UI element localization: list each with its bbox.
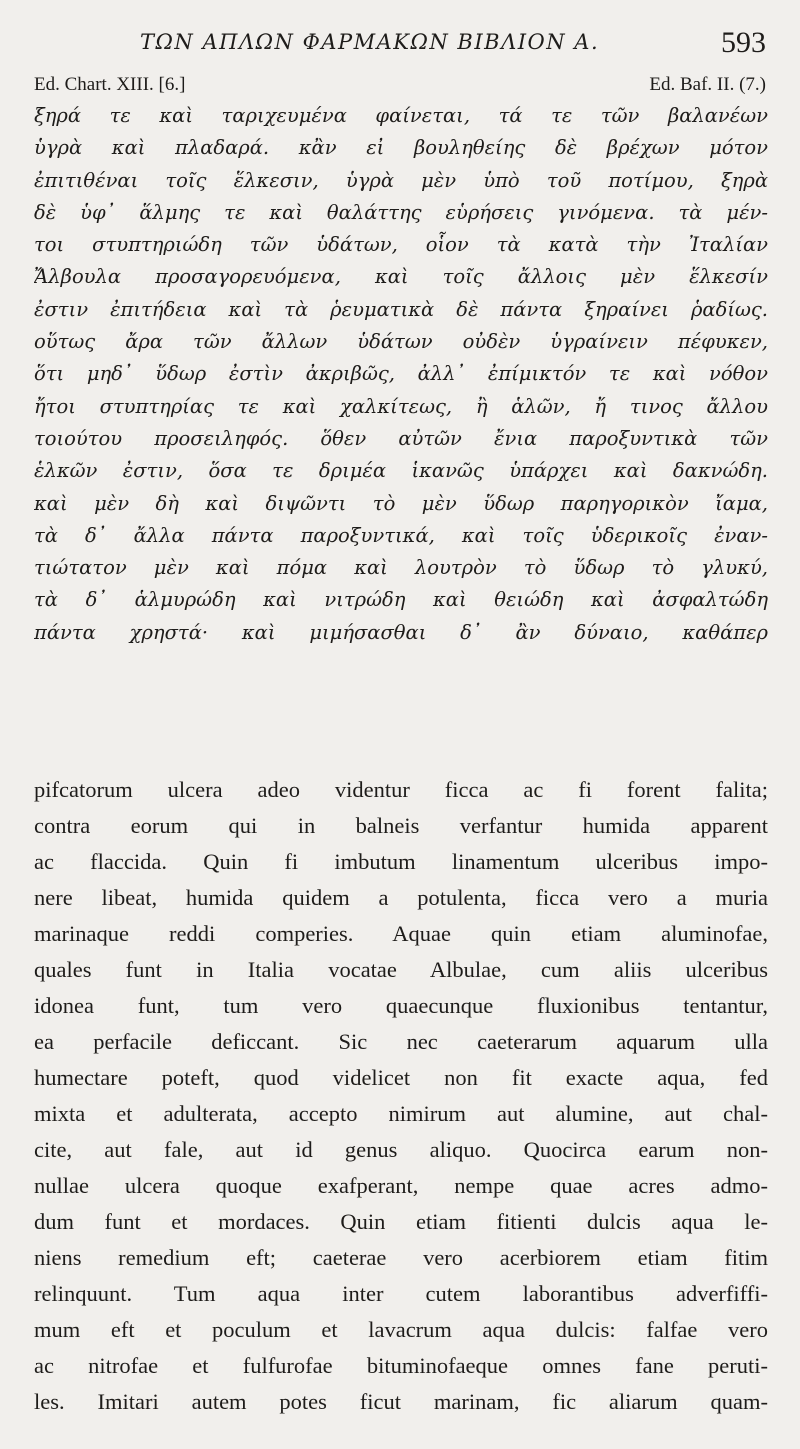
- greek-line: ξηρά τε καὶ ταριχευμένα φαίνεται, τά τε τῶν βαλανέων: [34, 104, 768, 127]
- greek-line: ἑλκῶν ἐστιν, ὅσα τε δριμέα ἱκανῶς ὑπάρχει καὶ δακνώδη.: [34, 459, 768, 483]
- latin-line: mixta et adulterata, accepto nimirum aut alumine, aut chal-: [34, 1101, 768, 1126]
- latin-line: marinaque reddi comperies. Aquae quin etiam aluminofae,: [34, 921, 768, 946]
- greek-line: οὕτως ἄρα τῶν ἄλλων ὑδάτων οὐδὲν ὑγραίνειν πέφυκεν,: [34, 330, 768, 354]
- greek-line: τοιούτου προσειληφός. ὅθεν αὐτῶν ἔνια παροξυντικὰ τῶν: [34, 426, 768, 450]
- latin-line: ac flaccida. Quin fi imbutum linamentum ulceribus impo-: [34, 849, 768, 874]
- edition-chartier-reference: Ed. Chart. XIII. [6.]: [34, 74, 186, 95]
- greek-line: ὑγρὰ καὶ πλαδαρά. κἂν εἰ βουληθείης δὲ βρέχων μότον: [34, 136, 768, 160]
- greek-line: δὲ ὑφ᾽ ἅλμης τε καὶ θαλάττης εὑρήσεις γινόμενα. τὰ μέν-: [34, 200, 768, 224]
- latin-line: ac nitrofae et fulfurofae bituminofaeque omnes fane peruti-: [34, 1353, 768, 1378]
- running-header: [0, 26, 800, 66]
- latin-translation-block: [34, 772, 768, 1420]
- greek-line: τιώτατον μὲν καὶ πόμα καὶ λουτρὸν τὸ ὕδωρ τὸ γλυκύ,: [34, 556, 768, 580]
- latin-line: mum eft et poculum et lavacrum aqua dulcis: falfae vero: [34, 1317, 768, 1342]
- greek-line: τὰ δ᾽ ἄλλα πάντα παροξυντικά, καὶ τοῖς ὑδερικοῖς ἐναν-: [34, 523, 768, 547]
- greek-line: καὶ μὲν δὴ καὶ διψῶντι τὸ μὲν ὕδωρ παρηγορικὸν ἴαμα,: [34, 491, 768, 515]
- latin-line: idonea funt, tum vero quaecunque fluxionibus tentantur,: [34, 993, 768, 1018]
- latin-line: pifcatorum ulcera adeo videntur ficca ac fi forent falita;: [34, 777, 768, 802]
- greek-line: ἤτοι στυπτηρίας τε καὶ χαλκίτεως, ἢ ἁλῶν, ἤ τινος ἄλλου: [34, 394, 768, 418]
- greek-line: τὰ δ᾽ ἁλμυρώδη καὶ νιτρώδη καὶ θειώδη καὶ ἀσφαλτώδη: [34, 588, 768, 612]
- greek-line: ὅτι μηδ᾽ ὕδωρ ἐστὶν ἀκριβῶς, ἀλλ᾽ ἐπίμικτόν τε καὶ νόθον: [34, 362, 768, 386]
- latin-line: quales funt in Italia vocatae Albulae, cum aliis ulceribus: [34, 957, 768, 982]
- latin-line: cite, aut fale, aut id genus aliquo. Quocirca earum non-: [34, 1137, 768, 1162]
- greek-line: Ἄλβουλα προσαγορευόμενα, καὶ τοῖς ἄλλοις μὲν ἕλκεσίν: [34, 265, 768, 289]
- latin-line: nullae ulcera quoque exafperant, nempe quae acres admo-: [34, 1173, 768, 1198]
- greek-line: πάντα χρηστά· καὶ μιμήσασθαι δ᾽ ἂν δύναιο, καθάπερ: [34, 620, 768, 644]
- latin-line: humectare poteft, quod videlicet non fit exacte aqua, fed: [34, 1065, 768, 1090]
- latin-line: les. Imitari autem potes ficut marinam, fic aliarum quam-: [34, 1389, 768, 1414]
- latin-line: niens remedium eft; caeterae vero acerbiorem etiam fitim: [34, 1245, 768, 1270]
- latin-line: ea perfacile deficcant. Sic nec caeterarum aquarum ulla: [34, 1029, 768, 1054]
- latin-line: dum funt et mordaces. Quin etiam fitienti dulcis aqua le-: [34, 1209, 768, 1234]
- greek-line: ἐπιτιθέναι τοῖς ἕλκεσιν, ὑγρὰ μὲν ὑπὸ τοῦ ποτίμου, ξηρὰ: [34, 168, 768, 192]
- edition-references: [34, 74, 766, 98]
- greek-line: ἐστιν ἐπιτήδεια καὶ τὰ ῥευματικὰ δὲ πάντα ξηραίνει ῥαδίως.: [34, 297, 768, 321]
- greek-text-block: [34, 100, 768, 649]
- edition-basel-reference: Ed. Baf. II. (7.): [649, 74, 766, 95]
- latin-line: contra eorum qui in balneis verfantur humida apparent: [34, 813, 768, 838]
- greek-line: τοι στυπτηριώδη τῶν ὑδάτων, οἷον τὰ κατὰ τὴν Ἰταλίαν: [34, 233, 768, 257]
- page-number: 593: [721, 26, 766, 59]
- running-title: ΤΩΝ ΑΠΛΩΝ ΦΑΡΜΑΚΩΝ ΒΙΒΛΙΟΝ Α.: [140, 30, 600, 54]
- latin-line: nere libeat, humida quidem a potulenta, ficca vero a muria: [34, 885, 768, 910]
- latin-line: relinquunt. Tum aqua inter cutem laborantibus adverfiffi-: [34, 1281, 768, 1306]
